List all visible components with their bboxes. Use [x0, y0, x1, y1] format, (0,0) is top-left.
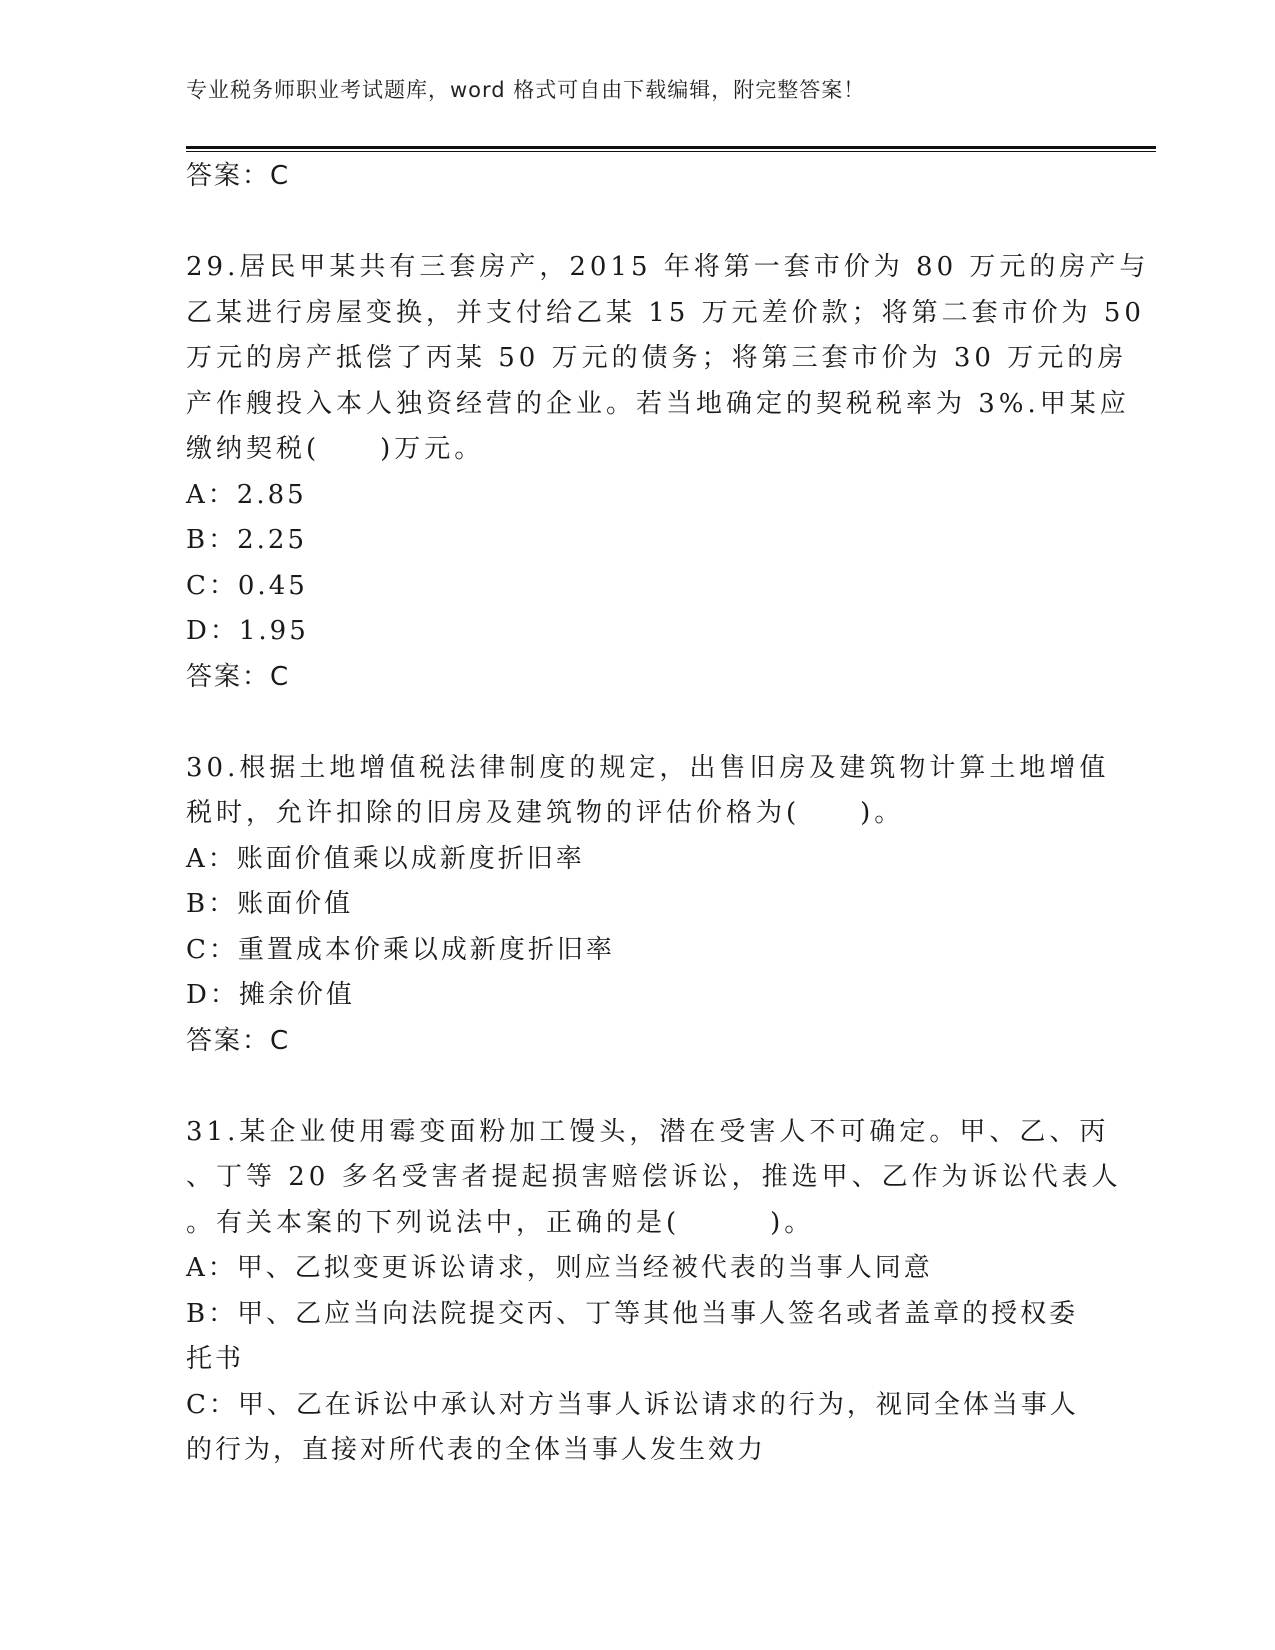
- option-c: C：0.45: [186, 570, 308, 601]
- option-a: A：2.85: [186, 479, 307, 510]
- question-text-line: 30.根据土地增值税法律制度的规定，出售旧房及建筑物计算土地增值: [186, 752, 1110, 783]
- question-text-line: 29.居民甲某共有三套房产，2015 年将第一套市价为 80 万元的房产与: [186, 252, 1150, 282]
- option-d: D：摊余价值: [186, 980, 355, 1010]
- option-c-continued: 的行为，直接对所代表的全体当事人发生效力: [186, 1435, 767, 1465]
- question-29: [186, 245, 1150, 700]
- page-header: 专业税务师职业考试题库，word 格式可自由下载编辑，附完整答案！: [186, 78, 866, 102]
- option-b: B：账面价值: [186, 889, 354, 919]
- option-b: B：甲、乙应当向法院提交丙、丁等其他当事人签名或者盖章的授权委: [186, 1298, 1079, 1329]
- option-c: C：重置成本价乘以成新度折旧率: [186, 934, 615, 965]
- header-rule-thick: [186, 146, 1156, 149]
- question-text-line: 缴纳契税( )万元。: [186, 434, 485, 464]
- option-c: C：甲、乙在诉讼中承认对方当事人诉讼请求的行为，视同全体当事人: [186, 1389, 1079, 1420]
- option-b: B：2.25: [186, 525, 307, 555]
- question-text-line: 乙某进行房屋变换，并支付给乙某 15 万元差价款；将第二套市价为 50: [186, 297, 1145, 328]
- option-a: A：甲、乙拟变更诉讼请求，则应当经被代表的当事人同意: [186, 1253, 933, 1283]
- question-text-line: 31.某企业使用霉变面粉加工馒头，潜在受害人不可确定。甲、乙、丙: [186, 1116, 1110, 1147]
- question-text-line: 、丁等 20 多名受害者提起损害赔偿诉讼，推选甲、乙作为诉讼代表人: [186, 1162, 1122, 1192]
- question-text-line: 万元的房产抵偿了丙某 50 万元的债务；将第三套市价为 30 万元的房: [186, 343, 1128, 373]
- question-text-line: 产作艘投入本人独资经营的企业。若当地确定的契税税率为 3%.甲某应: [186, 388, 1130, 419]
- answer: 答案：C: [186, 661, 291, 692]
- document-body: [186, 154, 1150, 1474]
- option-b-continued: 托书: [186, 1344, 245, 1374]
- question-text-line: 税时，允许扣除的旧房及建筑物的评估价格为( )。: [186, 798, 905, 828]
- question-text-line: 。有关本案的下列说法中，正确的是( )。: [186, 1207, 815, 1238]
- answer: 答案：C: [186, 1025, 291, 1056]
- question-31: [186, 1110, 1122, 1474]
- option-a: A：账面价值乘以成新度折旧率: [186, 843, 585, 874]
- option-d: D：1.95: [186, 616, 309, 646]
- header-rule-thin: [186, 151, 1156, 152]
- question-30: [186, 746, 1110, 1065]
- prev-question-answer: 答案：C: [186, 161, 291, 191]
